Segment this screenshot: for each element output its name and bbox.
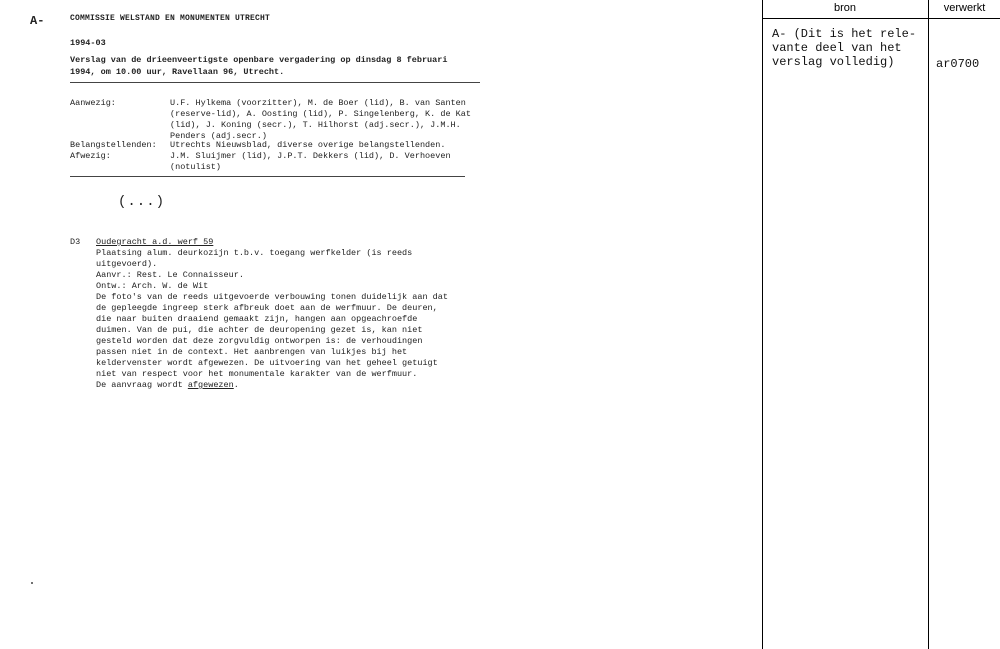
agenda-item-line: Ontw.: Arch. W. de Wit [96, 281, 209, 291]
document-marker: A- [30, 14, 45, 28]
absent-list [170, 151, 490, 173]
agenda-item-id: D3 [70, 237, 81, 247]
absent-label: Afwezig: [70, 151, 111, 161]
bron-note [772, 27, 916, 69]
divider [70, 176, 465, 177]
agenda-item-line: duimen. Van de pui, die achter de deuropening gezet is, kan niet [96, 325, 423, 335]
agenda-item-line: de gepleegde ingreep sterk afbreuk doet aan de werfmuur. De deuren, [96, 303, 438, 313]
agenda-item-line: gesteld worden dat deze zorgvuldig ontworpen is: de verhoudingen [96, 336, 423, 346]
decision-line [96, 380, 476, 391]
meeting-title [70, 54, 470, 78]
bron-note-line: A- (Dit is het rele- [772, 27, 917, 41]
agenda-item-line: De foto's van de reeds uitgevoerde verbouwing tonen duidelijk aan dat [96, 292, 448, 302]
agenda-item-line: keldervenster wordt afgewezen. De uitvoering van het geheel getuigt [96, 358, 438, 368]
stray-dot [31, 582, 33, 584]
present-list [170, 98, 490, 142]
present-line: Penders (adj.secr.) [170, 131, 267, 141]
organization-name: COMMISSIE WELSTAND EN MONUMENTEN UTRECHT [70, 14, 271, 23]
agenda-item-line: die naar buiten draaiend gemaakt zijn, hangen aan opgeachroefde [96, 314, 418, 324]
verwerkt-header: verwerkt [943, 2, 986, 14]
decision-word: afgewezen [187, 380, 234, 390]
bron-note-line: verslag volledig) [772, 55, 895, 69]
agenda-item-line: Aanvr.: Rest. Le Connaisseur. [96, 270, 244, 280]
stakeholders-value: Utrechts Nieuwsblad, diverse overige belangstellenden. [170, 140, 446, 150]
omission-marker: (...) [118, 194, 166, 210]
column-divider [762, 0, 763, 649]
agenda-item [96, 237, 476, 391]
agenda-item-heading: Oudegracht a.d. werf 59 [96, 237, 214, 247]
present-line: U.F. Hylkema (voorzitter), M. de Boer (lid), B. van Santen [170, 98, 466, 108]
bron-header: bron [833, 2, 857, 14]
absent-line: J.M. Sluijmer (lid), J.P.T. Dekkers (lid), D. Verhoeven [170, 151, 451, 161]
meeting-title-line: Verslag van de drieenveertigste openbare vergadering op dinsdag 8 februari [70, 55, 448, 65]
agenda-item-line: uitgevoerd). [96, 259, 158, 269]
decision-suffix: . [233, 380, 239, 390]
present-label: Aanwezig: [70, 98, 116, 108]
agenda-item-line: niet van respect voor het monumentale karakter van de werfmuur. [96, 369, 418, 379]
agenda-item-line: Plaatsing alum. deurkozijn t.b.v. toegang werfkelder (is reeds [96, 248, 413, 258]
decision-prefix: De aanvraag wordt [96, 380, 188, 390]
verwerkt-value: ar0700 [936, 57, 980, 71]
present-line: (reserve-lid), A. Oosting (lid), P. Singelenberg, K. de Kat [170, 109, 471, 119]
divider [70, 82, 480, 83]
header-divider [762, 18, 1000, 19]
agenda-item-line: passen niet in de context. Het aanbrengen van luikjes bij het [96, 347, 408, 357]
present-line: (lid), J. Koning (secr.), T. Hilhorst (adj.secr.), J.M.H. [170, 120, 461, 130]
absent-line: (notulist) [170, 162, 222, 172]
meeting-title-line: 1994, om 10.00 uur, Ravellaan 96, Utrecht. [70, 67, 285, 77]
meeting-code: 1994-03 [70, 38, 106, 48]
stakeholders-label: Belangstellenden: [70, 140, 157, 150]
column-divider [928, 0, 929, 649]
bron-note-line: vante deel van het [772, 41, 902, 55]
